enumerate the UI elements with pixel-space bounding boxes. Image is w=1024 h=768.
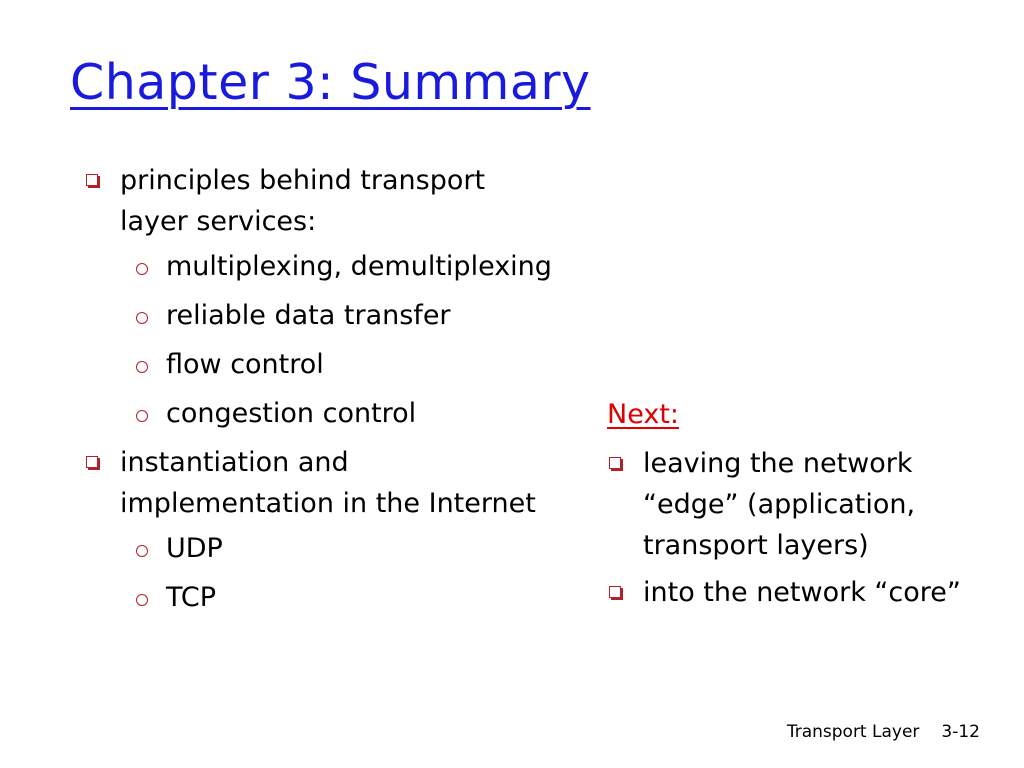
bullet-text: principles behind transport layer services: [120, 165, 486, 237]
page-number: 3-12 [941, 722, 980, 742]
sub-bullet-text: UDP [166, 533, 223, 564]
slide-footer [787, 722, 980, 742]
bullet-text: instantiation and implementation in the Internet [120, 447, 536, 519]
sub-bullet-text: multiplexing, demultiplexing [166, 251, 552, 282]
sub-bullet-item [84, 577, 554, 618]
sub-bullet-item [84, 295, 554, 336]
sub-bullet-text: TCP [166, 582, 217, 613]
slide-title: Chapter 3: Summary [70, 54, 591, 111]
circle-bullet-icon [136, 410, 148, 422]
sub-bullet-item [84, 393, 554, 434]
bullet-item [84, 442, 554, 524]
bullet-item [84, 160, 554, 242]
sub-bullet-item [84, 528, 554, 569]
next-heading: Next: [607, 399, 679, 430]
circle-bullet-icon [136, 263, 148, 275]
square-bullet-icon [609, 457, 621, 469]
left-column [84, 160, 554, 626]
bullet-text: into the network “core” [643, 577, 961, 608]
circle-bullet-icon [136, 594, 148, 606]
square-bullet-icon [86, 456, 98, 468]
sub-bullet-text: congestion control [166, 398, 417, 429]
right-column [607, 394, 987, 619]
sub-bullet-text: reliable data transfer [166, 300, 451, 331]
sub-bullet-text: flow control [166, 349, 324, 380]
circle-bullet-icon [136, 312, 148, 324]
square-bullet-icon [609, 586, 621, 598]
bullet-item [607, 572, 987, 613]
square-bullet-icon [86, 174, 98, 186]
bullet-item [607, 443, 987, 566]
footer-section-label: Transport Layer [786, 722, 920, 742]
sub-bullet-item [84, 246, 554, 287]
circle-bullet-icon [136, 545, 148, 557]
circle-bullet-icon [136, 361, 148, 373]
sub-bullet-item [84, 344, 554, 385]
bullet-text: leaving the network “edge” (application, transport layers) [643, 448, 916, 561]
